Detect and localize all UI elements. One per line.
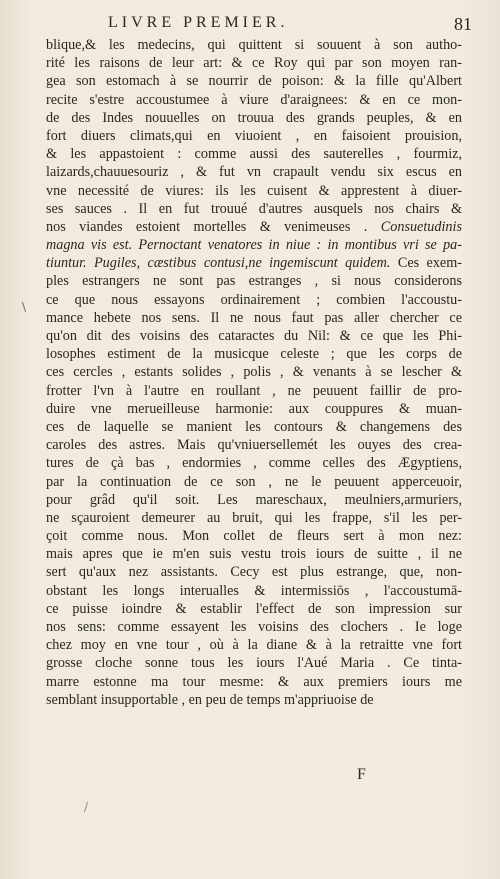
text-line: semblant insupportable , en peu de temps m'appriuoise de xyxy=(46,691,374,708)
text-line: marre estonne ma tour mesme: & aux premiers iours me xyxy=(46,673,462,690)
text-line: ses sauces . Il en fut trouué d'autres ausquels nos chairs & xyxy=(46,200,462,217)
text-line: çoit comme nous. Mon collet de fleurs sert à mon nez: xyxy=(46,528,462,545)
text-line: duire vne merueilleuse harmonie: aux couppures & muan- xyxy=(46,400,462,417)
text-line: caroles des astres. Mais qu'vniuersellemét les ouyes des crea- xyxy=(46,437,462,454)
text-line: de des Indes nouuelles on trouua des grands peuples, & en xyxy=(46,109,462,126)
text-line: nos viandes estoient mortelles & venimeuses . Consuetudinis xyxy=(46,218,462,235)
running-title: LIVRE PREMIER. xyxy=(108,14,289,31)
margin-mark: \ xyxy=(22,300,27,314)
text-line: chez moy en vne tour , où à la diane & à la retraitte vne fort xyxy=(46,637,462,654)
text-line: recite s'estre accoustumee à viure d'araignees: & en ce mon- xyxy=(46,91,462,108)
body-text xyxy=(46,36,462,709)
text-line: gea son estomach à se nourrir de poison: & la fille qu'Albert xyxy=(46,73,462,90)
text-line: mance hebete nos sens. Il ne nous faut pas aller chercher ce xyxy=(46,309,462,326)
text-line: laizards,chauuesouriz , & fut vn crapault vendu six escus en xyxy=(46,164,462,181)
text-line: tures de çà bas , endormies , comme celles des Ægyptiens, xyxy=(46,455,462,472)
text-line: vne necessité de viures: ils les cuisent & apprestent à diuer- xyxy=(46,182,462,199)
text-line: & les appastoient : comme aussi des sauterelles , fourmiz, xyxy=(46,146,462,163)
text-line: nos sens: comme essayent les voisins des clochers . Ie loge xyxy=(46,619,462,635)
text-line: mais apres que ie m'en suis vestu trois iours de suitte , il ne xyxy=(46,546,462,563)
signature-mark: F xyxy=(357,766,366,783)
text-line: ces cercles , estants solides , polis , & venants à se lescher & xyxy=(46,364,462,381)
text-line: pour grâd qu'il soit. Les mareschaux, meulniers,armuriers, xyxy=(46,491,462,508)
running-head xyxy=(46,14,476,36)
text-line: tiuntur. Pugiles, cæstibus contusi,ne ingemiscunt quidem. Ces exem- xyxy=(46,255,462,272)
text-line: grosse cloche sonne tous les iours l'Aué Maria . Ce tinta- xyxy=(46,655,462,672)
text-line: ce que nous essayons ordinairement ; combien l'accoustu- xyxy=(46,291,462,308)
stray-mark: / xyxy=(84,800,89,814)
text-line: sert qu'aux nez assistants. Cecy est plus estrange, que, non- xyxy=(46,564,462,581)
text-line: par la continuation de ce son , ne le peuuent apperceuoir, xyxy=(46,473,462,490)
text-line: obstant les longs interualles & intermissiōs , l'accoustumā- xyxy=(46,582,462,599)
text-line: ces de laquelle se manient les contours & changemens des xyxy=(46,418,462,435)
text-line: frotter l'vn à l'autre en roullant , ne peuuent faillir de pro- xyxy=(46,382,462,399)
text-line: ne sçauroient demeurer au bruit, qui les frappe, s'il les per- xyxy=(46,509,462,526)
text-line: ce puisse ioindre & establir l'effect de son impression sur xyxy=(46,600,462,617)
text-line: fort diuers climats,qui en viuoient , en faisoient prouision, xyxy=(46,127,462,144)
text-line: ples estrangers ne sont pas estranges , si nous considerons xyxy=(46,273,462,290)
text-line: losophes estiment de la musicque celeste ; que les corps de xyxy=(46,346,462,363)
text-line: rité les raisons de leur art: & ce Roy qui par son moyen ran- xyxy=(46,55,462,72)
text-line: magna vis est. Pernoctant venatores in niue : in montibus vri se pa- xyxy=(46,237,462,254)
text-line: blique,& les medecins, qui quittent si souuent à son autho- xyxy=(46,37,462,53)
text-line: qu'on dit des voisins des cataractes du Nil: & ce que les Phi- xyxy=(46,328,462,344)
page-number: 81 xyxy=(454,14,472,34)
